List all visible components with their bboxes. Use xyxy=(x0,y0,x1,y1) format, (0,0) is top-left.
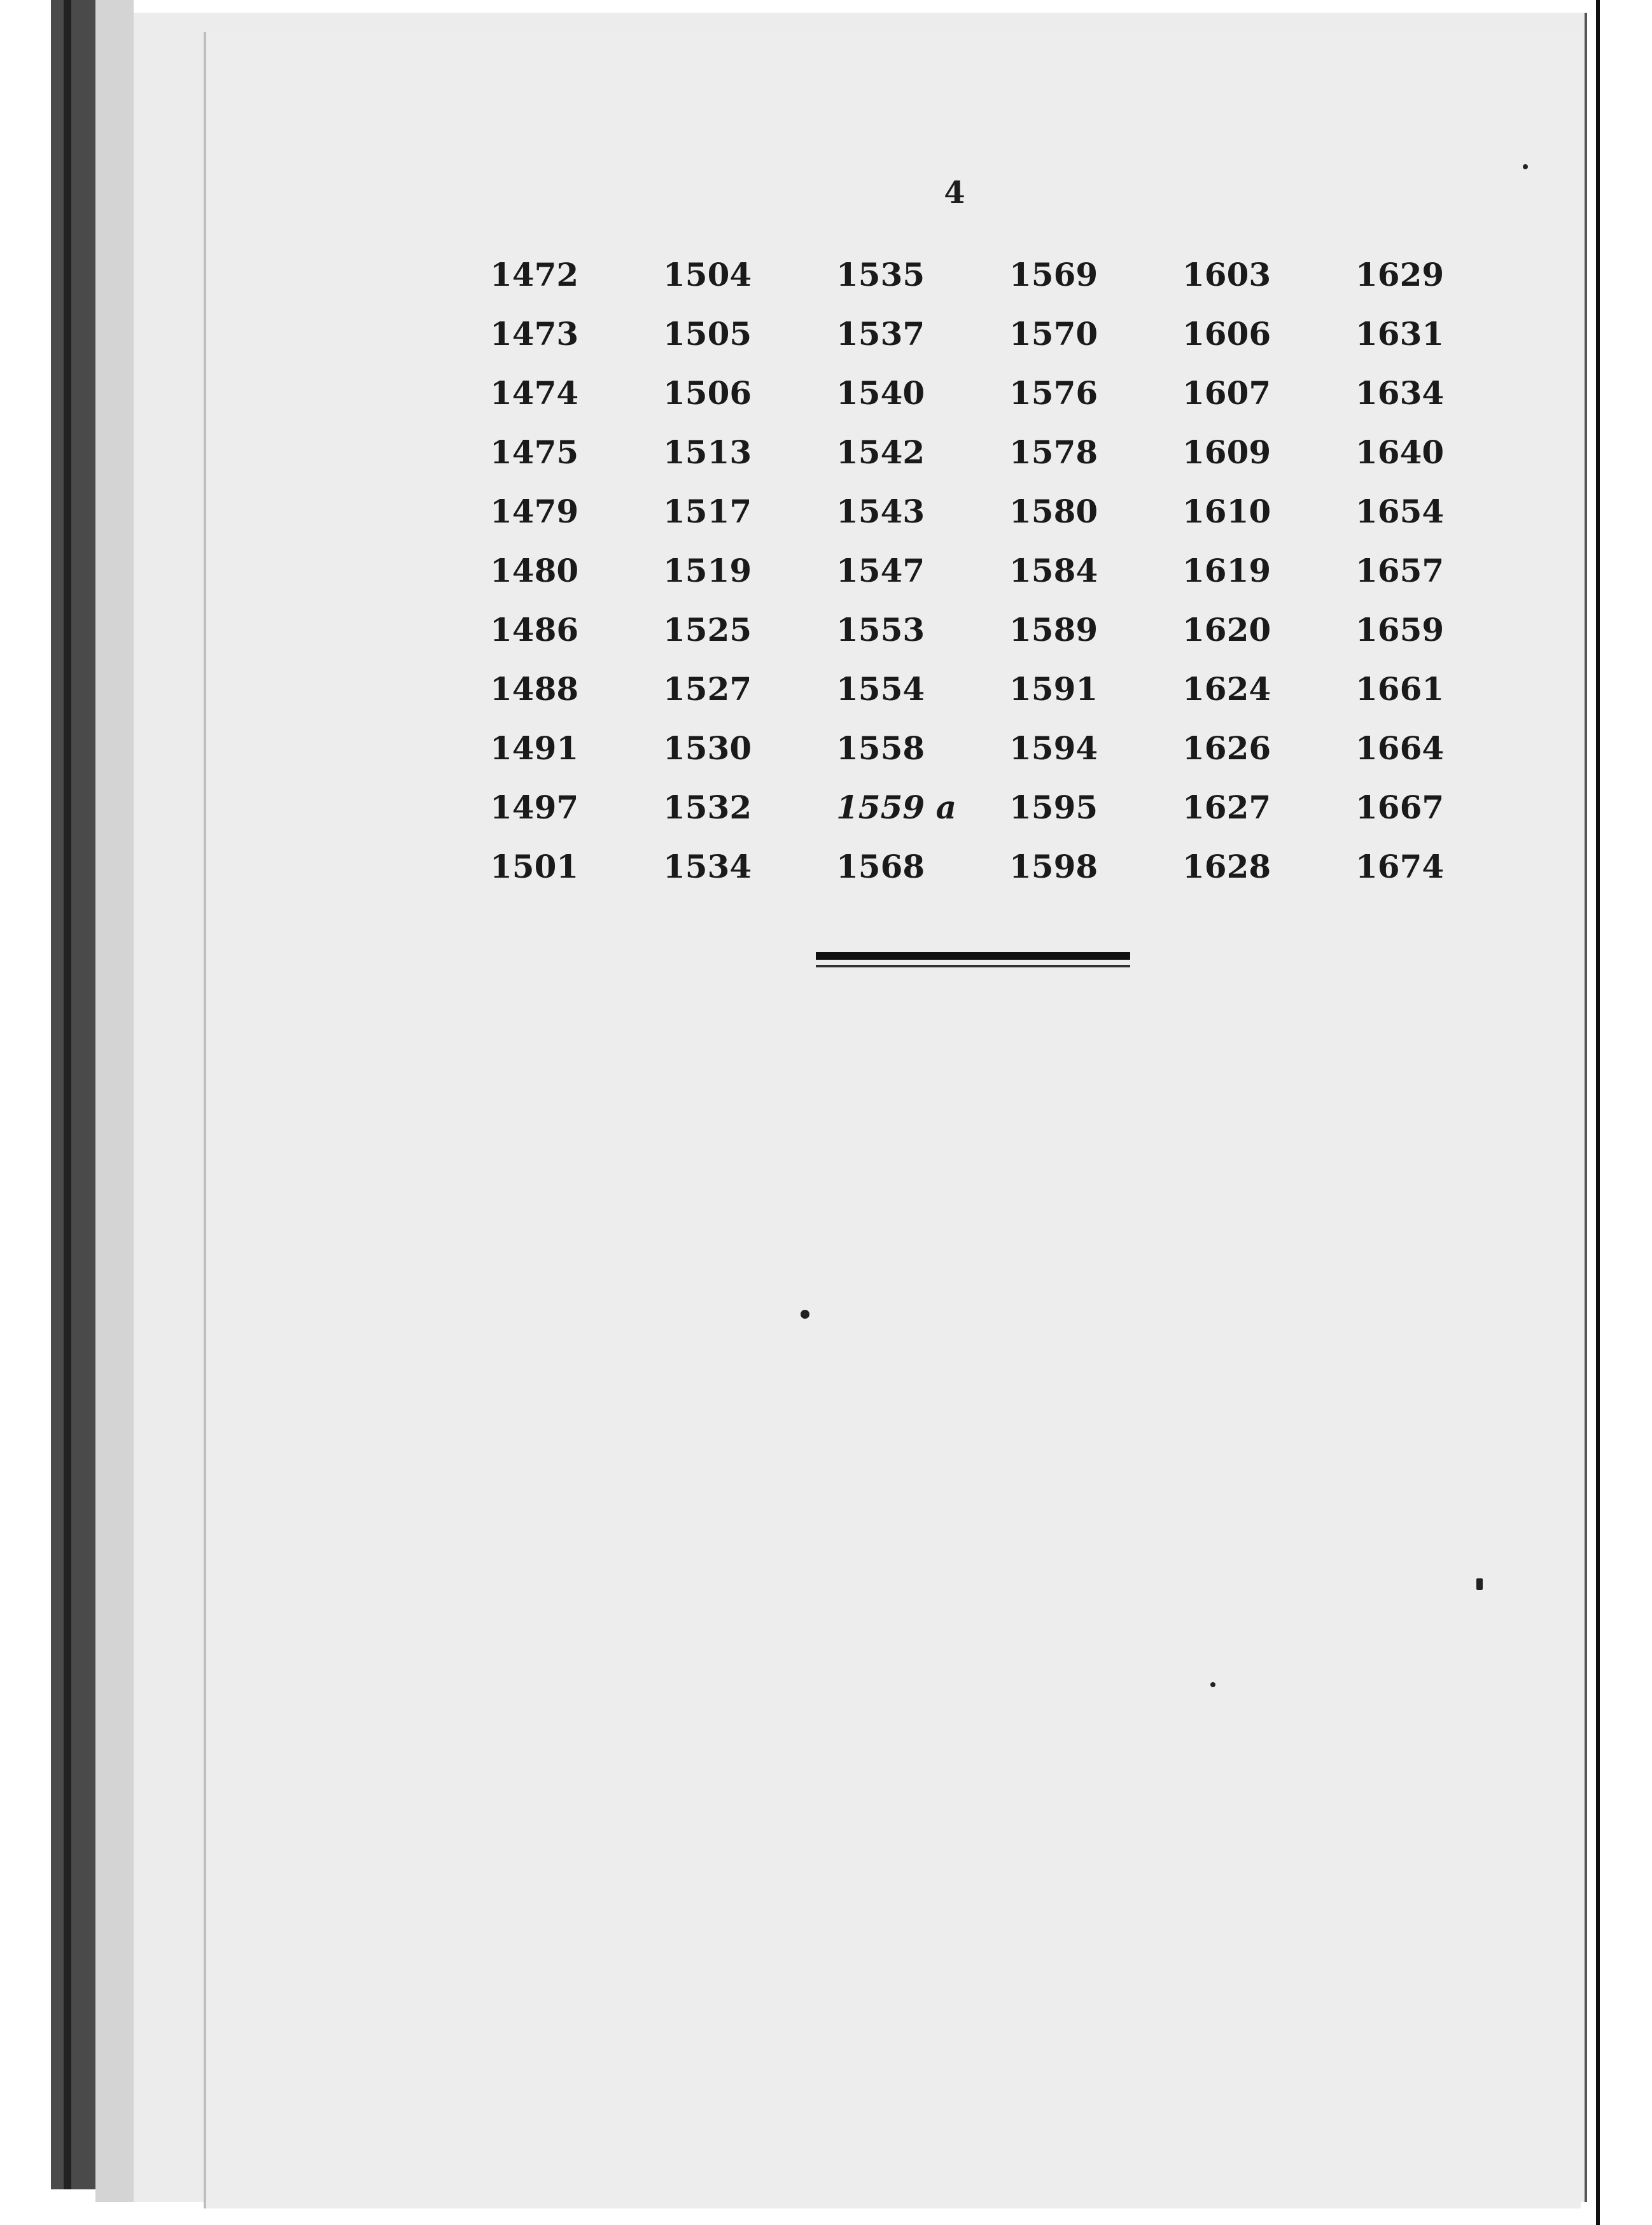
number-cell: 1501 xyxy=(490,848,579,885)
number-cell: 1547 xyxy=(836,552,925,589)
number-cell: 1553 xyxy=(836,611,925,649)
number-cell: 1570 xyxy=(1009,315,1098,353)
number-cell: 1473 xyxy=(490,315,579,353)
number-cell: 1504 xyxy=(663,256,752,293)
number-cell: 1474 xyxy=(490,374,579,412)
number-cell: 1475 xyxy=(490,433,579,471)
ink-speck xyxy=(1210,1682,1215,1687)
number-column-2 xyxy=(663,245,836,896)
ink-speck xyxy=(801,1310,809,1319)
number-cell: 1595 xyxy=(1009,789,1098,826)
number-cell: 1654 xyxy=(1355,493,1445,530)
number-cell: 1580 xyxy=(1009,493,1098,530)
number-cell: 1606 xyxy=(1182,315,1271,353)
page-gutter xyxy=(95,0,134,2202)
number-cell: 1506 xyxy=(663,374,752,412)
number-column-3 xyxy=(836,245,1009,896)
number-cell: 1664 xyxy=(1355,729,1445,767)
number-cell: 1591 xyxy=(1009,670,1098,708)
number-cell: 1540 xyxy=(836,374,925,412)
number-cell: 1534 xyxy=(663,848,752,885)
book-binding xyxy=(51,0,95,2189)
number-cell: 1543 xyxy=(836,493,925,530)
number-cell: 1559 a xyxy=(836,789,956,826)
number-cell: 1659 xyxy=(1355,611,1445,649)
number-cell: 1619 xyxy=(1182,552,1271,589)
number-cell: 1488 xyxy=(490,670,579,708)
number-cell: 1542 xyxy=(836,433,925,471)
number-cell: 1486 xyxy=(490,611,579,649)
number-table xyxy=(490,245,1529,896)
number-cell: 1620 xyxy=(1182,611,1271,649)
right-page-edge xyxy=(1596,0,1652,2225)
number-cell: 1472 xyxy=(490,256,579,293)
number-cell: 1589 xyxy=(1009,611,1098,649)
number-cell: 1537 xyxy=(836,315,925,353)
number-cell: 1578 xyxy=(1009,433,1098,471)
number-cell: 1568 xyxy=(836,848,925,885)
number-column-1 xyxy=(490,245,663,896)
ink-speck xyxy=(1476,1578,1483,1590)
number-cell: 1603 xyxy=(1182,256,1271,293)
number-cell: 1609 xyxy=(1182,433,1271,471)
number-cell: 1631 xyxy=(1355,315,1445,353)
number-cell: 1610 xyxy=(1182,493,1271,530)
number-column-5 xyxy=(1182,245,1355,896)
number-cell: 1626 xyxy=(1182,729,1271,767)
number-column-6 xyxy=(1355,245,1529,896)
number-cell: 1480 xyxy=(490,552,579,589)
number-cell: 1535 xyxy=(836,256,925,293)
number-cell: 1667 xyxy=(1355,789,1445,826)
number-cell: 1532 xyxy=(663,789,752,826)
number-cell: 1576 xyxy=(1009,374,1098,412)
end-rule-thick xyxy=(816,952,1130,960)
number-cell: 1657 xyxy=(1355,552,1445,589)
number-cell: 1519 xyxy=(663,552,752,589)
number-cell: 1558 xyxy=(836,729,925,767)
number-cell: 1661 xyxy=(1355,670,1445,708)
number-cell: 1674 xyxy=(1355,848,1445,885)
binding-line xyxy=(64,0,71,2189)
number-cell: 1530 xyxy=(663,729,752,767)
number-cell: 1554 xyxy=(836,670,925,708)
number-cell: 1607 xyxy=(1182,374,1271,412)
number-cell: 1640 xyxy=(1355,433,1445,471)
number-cell: 1569 xyxy=(1009,256,1098,293)
number-cell: 1525 xyxy=(663,611,752,649)
page-number: 4 xyxy=(944,175,965,211)
number-cell: 1634 xyxy=(1355,374,1445,412)
number-column-4 xyxy=(1009,245,1182,896)
number-cell: 1598 xyxy=(1009,848,1098,885)
number-cell: 1505 xyxy=(663,315,752,353)
number-cell: 1513 xyxy=(663,433,752,471)
number-cell: 1491 xyxy=(490,729,579,767)
number-cell: 1527 xyxy=(663,670,752,708)
number-cell: 1627 xyxy=(1182,789,1271,826)
number-cell: 1594 xyxy=(1009,729,1098,767)
number-cell: 1517 xyxy=(663,493,752,530)
number-cell: 1628 xyxy=(1182,848,1271,885)
number-cell: 1629 xyxy=(1355,256,1445,293)
number-cell: 1497 xyxy=(490,789,579,826)
ink-speck xyxy=(1523,164,1528,169)
number-cell: 1624 xyxy=(1182,670,1271,708)
number-cell: 1479 xyxy=(490,493,579,530)
number-cell: 1584 xyxy=(1009,552,1098,589)
end-rule-thin xyxy=(816,965,1130,967)
